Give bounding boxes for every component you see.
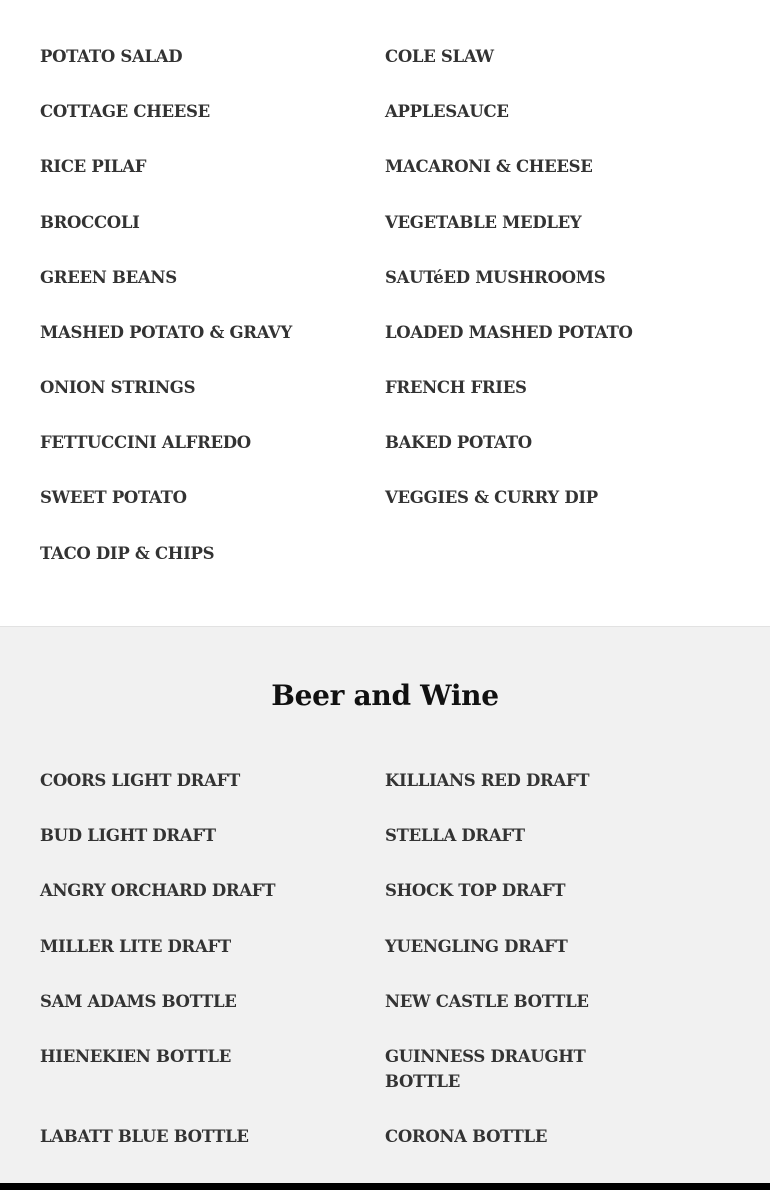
drink-item-guinness-draught-bottle: GUINNESS DRAUGHT BOTTLE [385, 1047, 586, 1091]
drink-item-sam-adams-bottle: SAM ADAMS BOTTLE [40, 992, 237, 1011]
side-item-rice-pilaf: RICE PILAF [40, 157, 147, 176]
side-item-fettuccini-alfredo: FETTUCCINI ALFREDO [40, 433, 251, 452]
side-item-green-beans: GREEN BEANS [40, 268, 177, 287]
side-item-cottage-cheese: COTTAGE CHEESE [40, 102, 210, 121]
drink-item-miller-lite-draft: MILLER LITE DRAFT [40, 937, 231, 956]
section-title-beer-wine: Beer and Wine [271, 679, 499, 712]
drink-item-corona-bottle: CORONA BOTTLE [385, 1127, 548, 1146]
side-item-broccoli: BROCCOLI [40, 213, 140, 232]
drink-item-killians-red-draft: KILLIANS RED DRAFT [385, 771, 590, 790]
drink-item-labatt-blue-bottle: LABATT BLUE BOTTLE [40, 1127, 249, 1146]
side-item-mashed-potato-gravy: MASHED POTATO & GRAVY [40, 323, 292, 342]
drink-item-hienekien-bottle: HIENEKIEN BOTTLE [40, 1047, 231, 1066]
drink-item-angry-orchard-draft: ANGRY ORCHARD DRAFT [40, 881, 276, 900]
side-item-macaroni-cheese: MACARONI & CHEESE [385, 157, 593, 176]
side-item-sweet-potato: SWEET POTATO [40, 488, 187, 507]
side-item-vegetable-medley: VEGETABLE MEDLEY [385, 213, 582, 232]
side-item-onion-strings: ONION STRINGS [40, 378, 196, 397]
drink-item-new-castle-bottle: NEW CASTLE BOTTLE [385, 992, 589, 1011]
footer-bar [0, 1183, 770, 1190]
side-item-taco-dip-chips: TACO DIP & CHIPS [40, 544, 215, 563]
drink-item-bud-light-draft: BUD LIGHT DRAFT [40, 826, 216, 845]
side-item-loaded-mashed-potato: LOADED MASHED POTATO [385, 323, 633, 342]
side-item-baked-potato: BAKED POTATO [385, 433, 532, 452]
side-item-veggies-curry-dip: VEGGIES & CURRY DIP [385, 488, 598, 507]
beer-wine-section [0, 626, 770, 1183]
drink-item-shock-top-draft: SHOCK TOP DRAFT [385, 881, 566, 900]
drink-item-yuengling-draft: YUENGLING DRAFT [385, 937, 568, 956]
side-item-cole-slaw: COLE SLAW [385, 47, 494, 66]
side-item-french-fries: FRENCH FRIES [385, 378, 527, 397]
side-item-potato-salad: POTATO SALAD [40, 47, 183, 66]
side-item-applesauce: APPLESAUCE [385, 102, 509, 121]
drink-item-stella-draft: STELLA DRAFT [385, 826, 525, 845]
side-item-sauteed-mushrooms: SAUTéED MUSHROOMS [385, 268, 606, 287]
drink-item-coors-light-draft: COORS LIGHT DRAFT [40, 771, 240, 790]
